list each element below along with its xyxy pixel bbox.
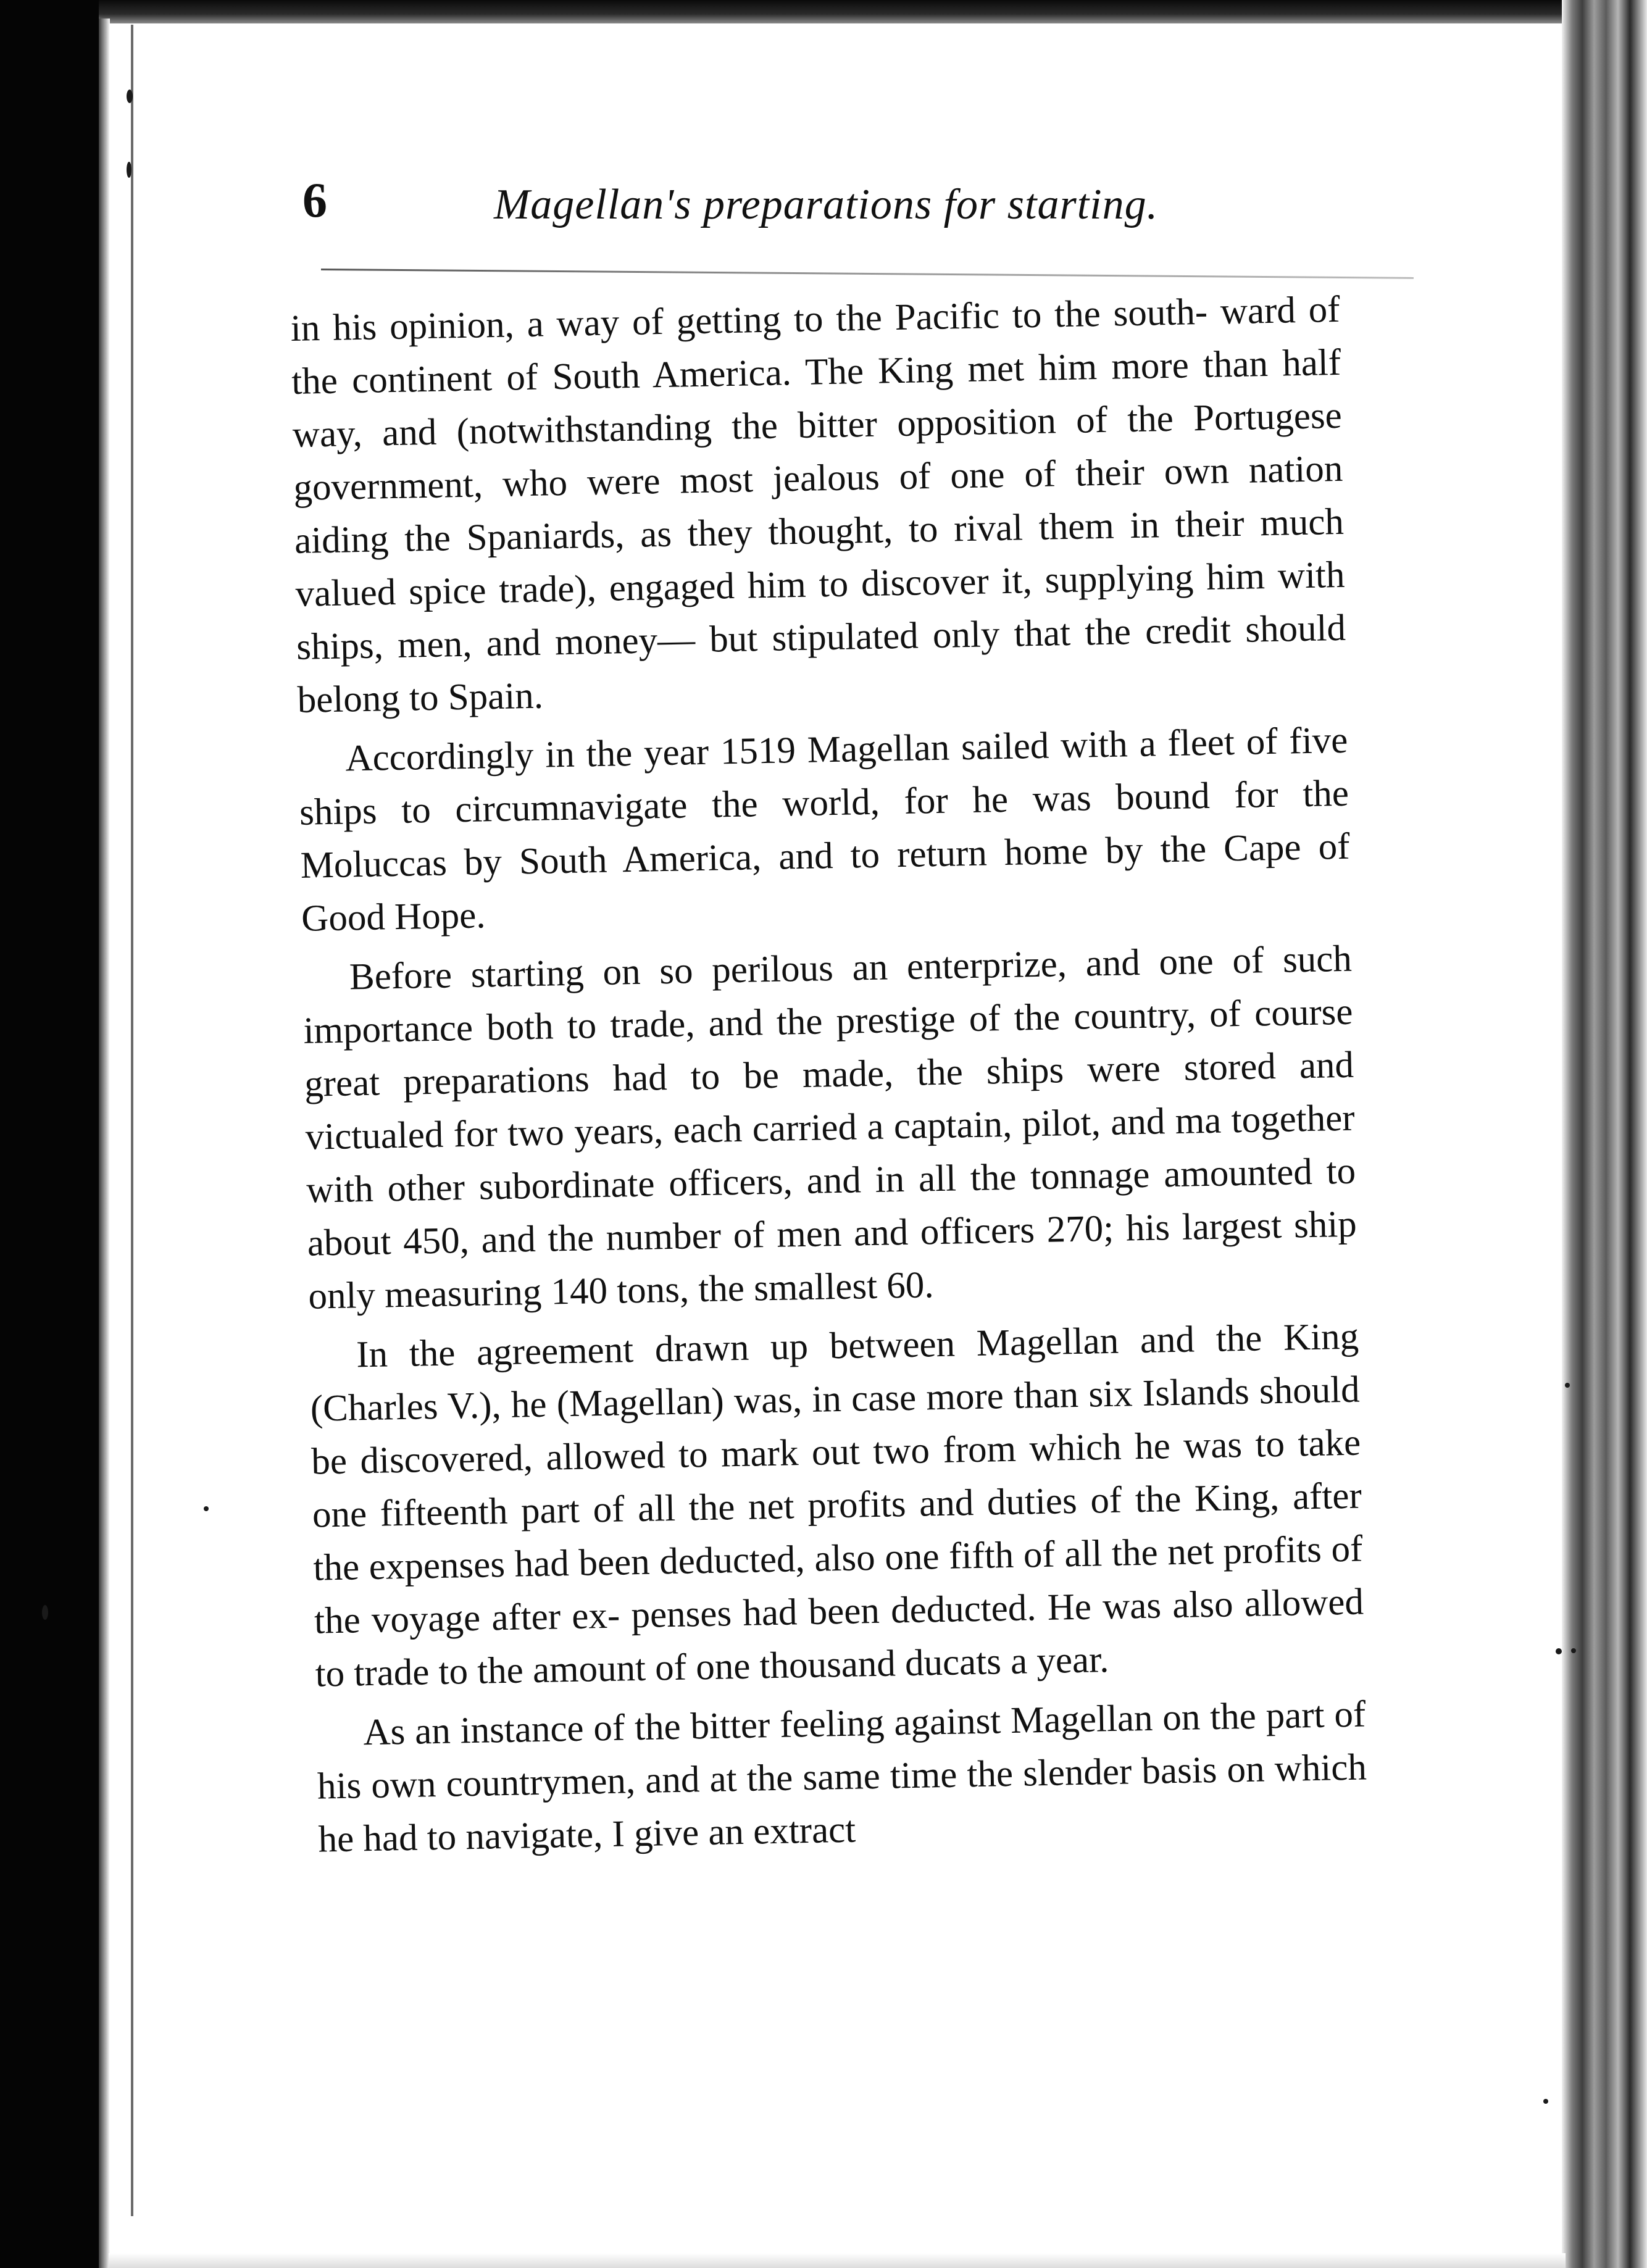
header-rule — [321, 269, 1414, 279]
page-number: 6 — [302, 173, 328, 228]
running-title: Magellan's preparations for starting. — [494, 181, 1159, 228]
scan-speck — [127, 162, 131, 178]
scan-speck — [1565, 1383, 1570, 1388]
book-page — [259, 154, 1367, 2210]
paragraph-preparations: Before starting on so perilous an enterprize, and one of such importance both to trade, and the prestige of the country, of course great preparations had to be made, the ships were stored and victualed for two years, each carried a captain, pilot, and ma together with other subordinate officers, and in all the tonnage amounted to about 450, and the number of men and officers 270; his largest ship only measuring 140 tons, the smallest 60. — [303, 938, 1357, 1317]
scan-speck — [1543, 2099, 1548, 2104]
page-edge-shadow — [99, 19, 110, 2268]
scan-speck — [204, 1506, 209, 1511]
scan-border-top — [99, 0, 1599, 23]
scan-border-bottom — [109, 2253, 1566, 2268]
paragraph-agreement: In the agreement drawn up between Magellan and the King (Charles V.), he (Magellan) was, in case more than six Islands should be discovered, allowed to mark out two from which he was to take one fifteenth part of all the net profits and duties of the King, after the expenses had been deducted, also one fifth of all the net profits of the voyage after ex- penses had been deducted. He was also allowed to trade to the amount of one thousand ducats a year. — [310, 1315, 1364, 1695]
scan-speck — [127, 90, 133, 103]
body-text — [290, 283, 1368, 1867]
scan-speck — [1571, 1648, 1576, 1653]
scan-speck — [42, 1605, 48, 1620]
scan-border-left — [0, 0, 99, 2268]
paragraph-bitter-feeling: As an instance of the bitter feeling against Magellan on the part of his own countrymen, and at the same time the slender basis on which he had to navigate, I give an extract — [317, 1693, 1367, 1861]
scan-speck — [1556, 1648, 1562, 1654]
book-gutter — [1562, 0, 1647, 2268]
page-edge-line — [131, 25, 133, 2216]
running-head — [259, 154, 1358, 259]
paragraph-voyage: Accordingly in the year 1519 Magellan sailed with a fleet of five ships to circumnavigate the world, for he was bound for the Moluccas by South America, and to return home by the Cape of Good Hope. — [299, 719, 1351, 940]
paragraph-continued: in his opinion, a way of getting to the Pacific to the south- ward of the continent of South America. The King met him more than half way, and (notwithstanding the bitter opposition of the Portugese government, who were most jealous of one of their own nation aiding the Spaniards, as they thought, to rival them in their much valued spice trade), engaged him to discover it, supplying him with ships, men, and money— but stipulated only that the credit should belong to Spain. — [290, 288, 1346, 721]
